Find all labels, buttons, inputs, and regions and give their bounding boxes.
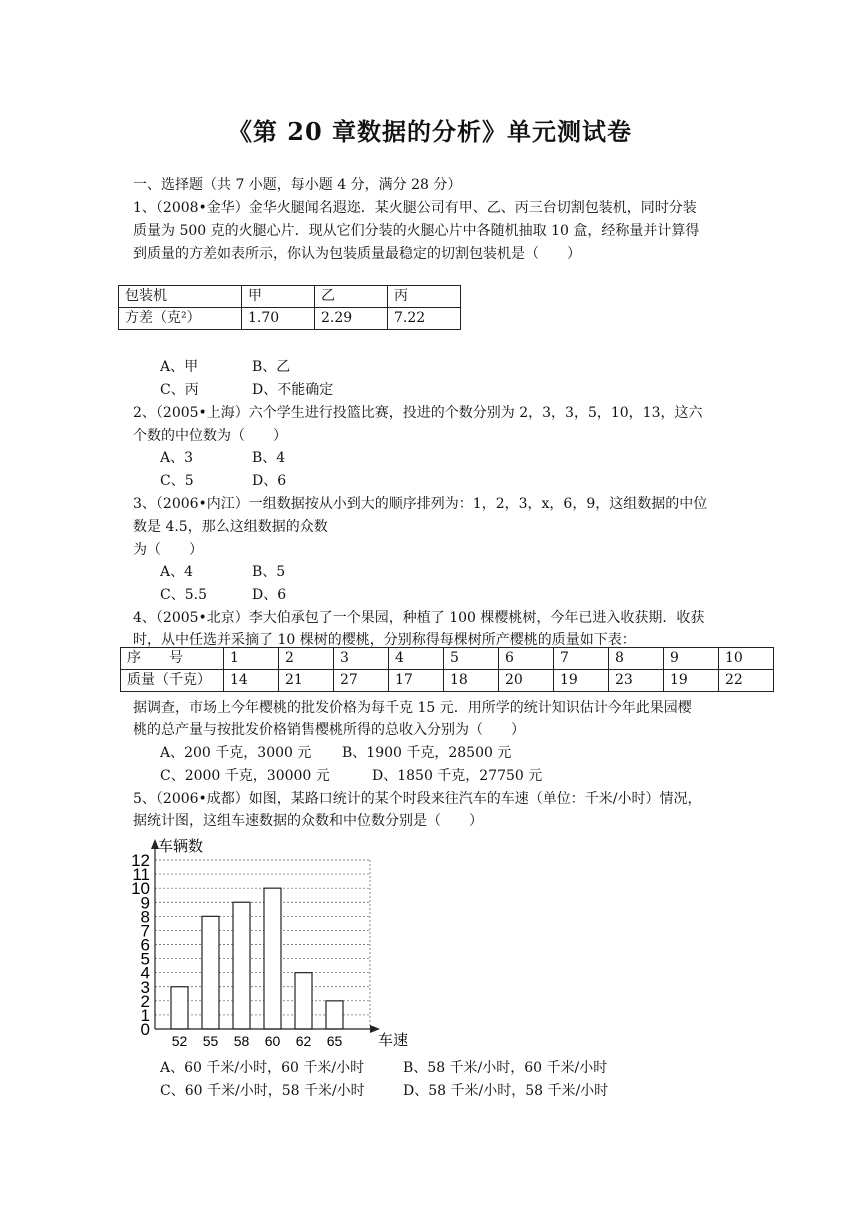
y-tick-label: 11 bbox=[132, 865, 150, 885]
q3-option-b[interactable]: B、5 bbox=[252, 564, 286, 580]
q3-line-1: 3、（2006•内江）一组数据按从小到大的顺序排列为：1，2，3，x，6，9，这组数据的中位 bbox=[133, 496, 708, 512]
x-tick-label: 58 bbox=[233, 1033, 250, 1049]
x-tick-label: 62 bbox=[295, 1033, 312, 1049]
q4-cherry-table bbox=[120, 647, 774, 692]
table-cell: 1.70 bbox=[242, 308, 315, 330]
table-cell: 23 bbox=[609, 670, 664, 692]
y-tick-label: 7 bbox=[140, 921, 150, 941]
table-cell: 21 bbox=[279, 670, 334, 692]
q1-line-2: 质量为 500 克的火腿心片．现从它们分装的火腿心片中各随机抽取 10 盒，经称量并计算得 bbox=[133, 223, 700, 239]
q5-line-2: 据统计图，这组车速数据的众数和中位数分别是（ ） bbox=[133, 813, 483, 829]
q3-option-d[interactable]: D、6 bbox=[252, 587, 287, 603]
table-cell: 1 bbox=[224, 648, 279, 670]
y-tick-label: 3 bbox=[140, 977, 150, 997]
q2-option-b[interactable]: B、4 bbox=[252, 450, 286, 466]
x-tick-label: 52 bbox=[171, 1033, 188, 1049]
q4-option-c[interactable]: C、2000 千克，30000 元 bbox=[160, 768, 330, 784]
speed-bar-chart bbox=[120, 833, 410, 1058]
q2-option-c[interactable]: C、5 bbox=[160, 473, 194, 489]
q2-option-d[interactable]: D、6 bbox=[252, 473, 287, 489]
table-row-label: 序 号 bbox=[121, 648, 224, 670]
table-cell: 20 bbox=[499, 670, 554, 692]
q4-line-4: 桃的总产量与按批发价格销售樱桃所得的总收入分别为（ ） bbox=[133, 722, 525, 738]
y-tick-label: 10 bbox=[131, 879, 150, 899]
bar bbox=[202, 916, 219, 1029]
y-tick-label: 1 bbox=[140, 1005, 150, 1025]
table-cell: 3 bbox=[334, 648, 389, 670]
table-header-cell: 包装机 bbox=[119, 286, 242, 308]
bar bbox=[326, 1001, 343, 1029]
y-tick-label: 6 bbox=[140, 935, 150, 955]
y-tick-label: 4 bbox=[140, 963, 150, 983]
table-cell: 22 bbox=[719, 670, 774, 692]
y-tick-label: 12 bbox=[131, 851, 150, 870]
table-cell: 19 bbox=[554, 670, 609, 692]
bar bbox=[264, 888, 281, 1029]
bar bbox=[295, 973, 312, 1029]
q4-line-1: 4、（2005•北京）李大伯承包了一个果园，种植了 100 棵樱桃树，今年已进入收获期．收获 bbox=[133, 610, 705, 626]
table-header-cell: 甲 bbox=[242, 286, 315, 308]
q2-option-a[interactable]: A、3 bbox=[160, 450, 194, 466]
q2-line-2: 个数的中位数为（ ） bbox=[133, 428, 287, 444]
q3-line-3: 为（ ） bbox=[133, 542, 203, 558]
table-cell: 17 bbox=[389, 670, 444, 692]
table-cell: 2.29 bbox=[315, 308, 388, 330]
table-cell: 2 bbox=[279, 648, 334, 670]
q4-option-a[interactable]: A、200 千克，3000 元 bbox=[160, 745, 312, 761]
x-tick-label: 60 bbox=[264, 1033, 281, 1049]
q3-option-c[interactable]: C、5.5 bbox=[160, 587, 207, 603]
table-cell: 7.22 bbox=[388, 308, 461, 330]
table-cell: 8 bbox=[609, 648, 664, 670]
table-row bbox=[121, 670, 774, 692]
x-tick-label: 55 bbox=[202, 1033, 219, 1049]
table-cell: 18 bbox=[444, 670, 499, 692]
table-cell: 6 bbox=[499, 648, 554, 670]
table-cell: 5 bbox=[444, 648, 499, 670]
y-tick-label: 2 bbox=[140, 991, 150, 1011]
q5-option-c[interactable]: C、60 千米/小时，58 千米/小时 bbox=[160, 1083, 365, 1099]
q2-line-1: 2、（2005•上海）六个学生进行投篮比赛，投进的个数分别为 2，3，3，5，10，13，这六 bbox=[133, 405, 703, 421]
table-row-label: 方差（克²） bbox=[119, 308, 242, 330]
q1-option-b[interactable]: B、乙 bbox=[252, 359, 291, 375]
y-axis-label: 车辆数 bbox=[158, 838, 204, 855]
table-cell: 4 bbox=[389, 648, 444, 670]
bar bbox=[171, 987, 188, 1029]
section-heading: 一、选择题（共 7 小题，每小题 4 分，满分 28 分） bbox=[133, 177, 462, 193]
table-row-label: 质量（千克） bbox=[121, 670, 224, 692]
q5-option-b[interactable]: B、58 千米/小时，60 千米/小时 bbox=[403, 1060, 608, 1076]
table-cell: 10 bbox=[719, 648, 774, 670]
table-row bbox=[121, 648, 774, 670]
q4-option-d[interactable]: D、1850 千克，27750 元 bbox=[372, 768, 543, 784]
y-tick-label: 5 bbox=[140, 949, 150, 969]
table-header-cell: 乙 bbox=[315, 286, 388, 308]
table-cell: 27 bbox=[334, 670, 389, 692]
q1-line-1: 1、（2008•金华）金华火腿闻名遐迩．某火腿公司有甲、乙、丙三台切割包装机，同时分装 bbox=[133, 200, 697, 216]
y-tick-label: 8 bbox=[140, 907, 150, 927]
q1-option-c[interactable]: C、丙 bbox=[160, 382, 199, 398]
x-tick-label: 65 bbox=[326, 1033, 343, 1049]
table-row bbox=[119, 286, 461, 308]
q3-option-a[interactable]: A、4 bbox=[160, 564, 194, 580]
table-cell: 19 bbox=[664, 670, 719, 692]
q5-option-d[interactable]: D、58 千米/小时，58 千米/小时 bbox=[403, 1083, 609, 1099]
table-header-cell: 丙 bbox=[388, 286, 461, 308]
q4-line-3: 据调查，市场上今年樱桃的批发价格为每千克 15 元．用所学的统计知识估计今年此果园樱 bbox=[133, 700, 692, 716]
page-title: 《第 20 章数据的分析》单元测试卷 bbox=[227, 117, 633, 146]
q1-option-a[interactable]: A、甲 bbox=[160, 359, 199, 375]
q1-line-3: 到质量的方差如表所示，你认为包装质量最稳定的切割包装机是（ ） bbox=[133, 246, 581, 262]
y-tick-label: 0 bbox=[140, 1020, 150, 1039]
q3-line-2: 数是 4.5，那么这组数据的众数 bbox=[133, 519, 328, 535]
table-row bbox=[119, 308, 461, 330]
q1-option-d[interactable]: D、不能确定 bbox=[252, 382, 334, 398]
q4-line-2: 时，从中任选并采摘了 10 棵树的樱桃，分别称得每棵树所产樱桃的质量如下表： bbox=[133, 632, 636, 648]
x-axis-label: 车速 bbox=[378, 1032, 409, 1049]
table-cell: 14 bbox=[224, 670, 279, 692]
q4-option-b[interactable]: B、1900 千克，28500 元 bbox=[342, 745, 512, 761]
bar bbox=[233, 902, 250, 1029]
q5-option-a[interactable]: A、60 千米/小时，60 千米/小时 bbox=[160, 1060, 365, 1076]
q5-line-1: 5、（2006•成都）如图，某路口统计的某个时段来往汽车的车速（单位：千米/小时）情况， bbox=[133, 791, 702, 807]
y-tick-label: 9 bbox=[140, 893, 150, 913]
q1-variance-table bbox=[118, 285, 461, 330]
table-cell: 7 bbox=[554, 648, 609, 670]
table-cell: 9 bbox=[664, 648, 719, 670]
